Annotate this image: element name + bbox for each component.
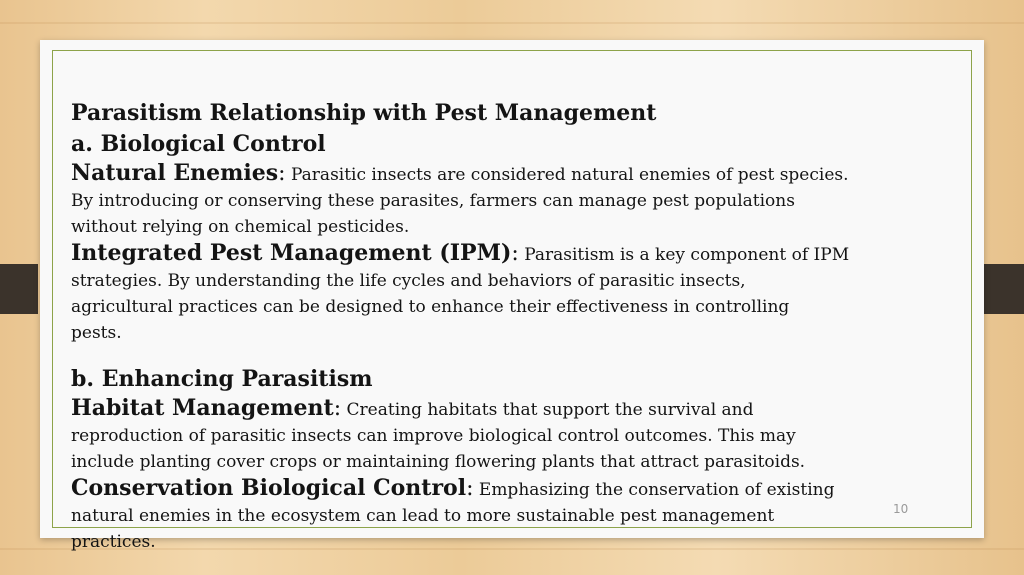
text-line: include planting cover crops or maintaining flowering plants that attract parasitoids. xyxy=(71,452,806,472)
habitat-term: Habitat Management xyxy=(71,395,334,421)
text-line: Emphasizing the conservation of existing xyxy=(473,480,835,500)
conservation-paragraph xyxy=(71,475,961,503)
term-colon: : xyxy=(511,241,519,266)
page-number: 10 xyxy=(893,502,909,516)
ipm-term: Integrated Pest Management (IPM) xyxy=(71,240,512,266)
text-line: reproduction of parasitic insects can improve biological control outcomes. This may xyxy=(71,426,796,446)
term-colon: : xyxy=(333,396,342,421)
text-line: without relying on chemical pesticides. xyxy=(71,217,410,237)
text-line: natural enemies in the ecosystem can lead to more sustainable pest management xyxy=(71,506,775,526)
natural-enemies-term: Natural Enemies xyxy=(71,160,279,186)
text-line: strategies. By understanding the life cycles and behaviors of parasitic insects, xyxy=(71,271,746,291)
slide-title: Parasitism Relationship with Pest Management xyxy=(71,100,657,126)
text-line: Parasitic insects are considered natural enemies of pest species. xyxy=(285,165,849,185)
text-line: practices. xyxy=(71,532,156,552)
wood-grain xyxy=(0,22,1024,24)
section-a-heading: a. Biological Control xyxy=(71,131,326,157)
text-line: Parasitism is a key component of IPM xyxy=(518,245,850,265)
section-b-heading: b. Enhancing Parasitism xyxy=(71,366,373,392)
slide-content xyxy=(71,98,961,555)
text-line: Creating habitats that support the survival and xyxy=(341,400,754,420)
text-line: agricultural practices can be designed to enhance their effectiveness in controlling xyxy=(71,297,790,317)
natural-enemies-paragraph xyxy=(71,160,961,188)
term-colon: : xyxy=(278,161,286,186)
conservation-term: Conservation Biological Control xyxy=(71,475,467,501)
term-colon: : xyxy=(466,476,474,501)
text-line: By introducing or conserving these parasites, farmers can manage pest populations xyxy=(71,191,795,211)
habitat-paragraph xyxy=(71,395,961,423)
ipm-paragraph xyxy=(71,240,961,268)
left-tab-decoration xyxy=(0,264,38,314)
text-line: pests. xyxy=(71,323,122,343)
spacer xyxy=(71,346,961,364)
